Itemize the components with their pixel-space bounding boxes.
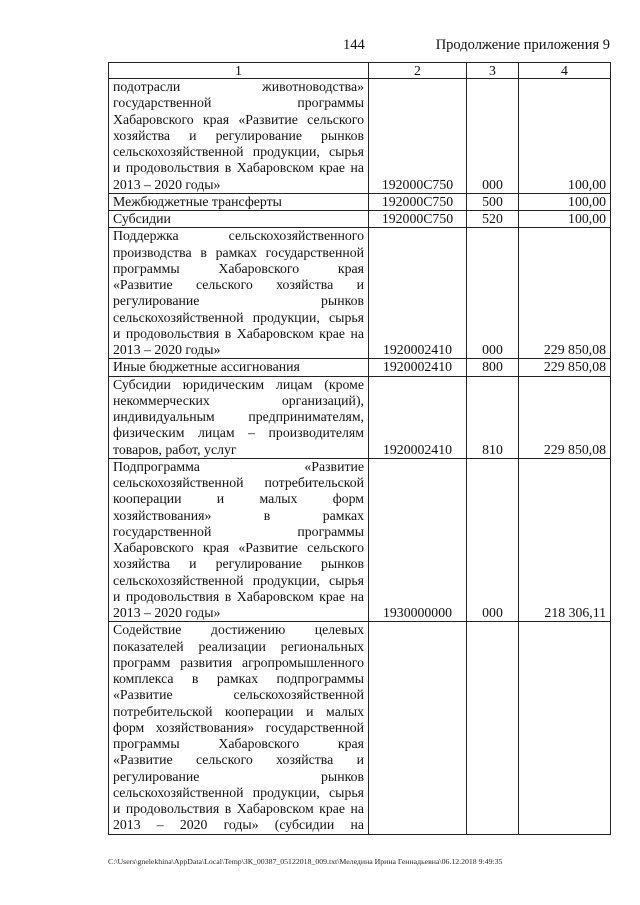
description-line: Субсидии	[113, 211, 171, 226]
row-target-code: 1920002410	[369, 359, 467, 376]
table-body	[109, 79, 611, 835]
description-line: программы Хабаровского края	[113, 736, 364, 751]
description-line: программы Хабаровского края	[113, 260, 364, 276]
row-expense-type: 000	[467, 79, 519, 194]
description-line: и продовольствия в Хабаровском крае на	[113, 325, 364, 341]
description-line: и продовольствия в Хабаровском крае на	[113, 160, 364, 176]
row-description	[109, 211, 369, 228]
row-expense-type: 810	[467, 376, 519, 458]
description-line: и продовольствия в Хабаровском крае на	[113, 588, 364, 604]
description-line: сельскохозяйственной продукции, сырья	[113, 572, 364, 588]
table-row	[109, 193, 611, 210]
table-row	[109, 376, 611, 458]
row-target-code: 192000С750	[369, 193, 467, 210]
continuation-note: Продолжение приложения 9	[435, 37, 610, 53]
page-number: 144	[343, 37, 365, 53]
description-line: физическим лицам – производителям	[113, 425, 364, 441]
table-row	[109, 228, 611, 359]
row-target-code: 192000С750	[369, 79, 467, 194]
table-header	[109, 63, 611, 79]
row-expense-type	[467, 622, 519, 834]
row-expense-type: 000	[467, 228, 519, 359]
description-line: хозяйства и регулирование рынков	[113, 556, 364, 572]
table-row	[109, 79, 611, 194]
description-line: регулирование рынков	[113, 768, 364, 784]
column-number-1: 1	[109, 63, 369, 79]
description-line: хозяйства и регулирование рынков	[113, 127, 364, 143]
description-line: производства в рамках государственной	[113, 244, 364, 260]
description-line: Поддержка сельскохозяйственного	[113, 228, 364, 244]
description-line: сельскохозяйственной продукции, сырья	[113, 144, 364, 159]
description-line: Содействие достижению целевых	[113, 622, 364, 638]
description-line: «Развитие сельского хозяйства и	[113, 752, 364, 768]
row-amount	[519, 622, 611, 834]
description-line: сельскохозяйственной потребительской	[113, 475, 364, 490]
description-line: Хабаровского края «Развитие сельского	[113, 540, 364, 555]
description-line: индивидуальным предпринимателям,	[113, 409, 364, 424]
row-description	[109, 228, 369, 359]
row-expense-type: 500	[467, 193, 519, 210]
description-line: «Развитие сельского хозяйства и	[113, 277, 364, 292]
table-row	[109, 211, 611, 228]
row-amount: 229 850,08	[519, 228, 611, 359]
description-line: некоммерческих организаций),	[113, 392, 364, 408]
table-row	[109, 359, 611, 376]
description-line: государственной программы	[113, 523, 364, 539]
description-line: комплекса в рамках подпрограммы	[113, 671, 364, 686]
description-line: 2013 – 2020 годы»	[113, 176, 221, 192]
row-target-code: 1930000000	[369, 458, 467, 622]
row-description	[109, 79, 369, 194]
description-line: программ развития агропромышленного	[113, 654, 364, 670]
description-line: государственной программы	[113, 95, 364, 111]
description-line: «Развитие сельскохозяйственной	[113, 687, 364, 703]
row-amount: 100,00	[519, 211, 611, 228]
column-number-row	[109, 63, 611, 79]
description-line: 2013 – 2020 годы»	[113, 342, 221, 357]
row-target-code	[369, 622, 467, 834]
description-line: форм хозяйствования» государственной	[113, 719, 364, 735]
row-amount: 229 850,08	[519, 359, 611, 376]
description-line: 2013 – 2020 годы» (субсидии на	[113, 817, 364, 833]
description-line: сельскохозяйственной продукции, сырья	[113, 784, 364, 800]
row-expense-type: 000	[467, 458, 519, 622]
description-line: подотрасли животноводства»	[113, 79, 364, 94]
row-expense-type: 800	[467, 359, 519, 376]
row-target-code: 1920002410	[369, 376, 467, 458]
row-description	[109, 359, 369, 376]
row-amount: 229 850,08	[519, 376, 611, 458]
description-line: сельскохозяйственной продукции, сырья	[113, 309, 364, 325]
column-number-2: 2	[369, 63, 467, 79]
row-target-code: 1920002410	[369, 228, 467, 359]
column-number-3: 3	[467, 63, 519, 79]
budget-table	[108, 62, 611, 835]
description-line: Иные бюджетные ассигнования	[113, 359, 300, 375]
table-row	[109, 458, 611, 622]
description-line: и продовольствия в Хабаровском крае на	[113, 801, 364, 816]
row-description	[109, 458, 369, 622]
description-line: Хабаровского края «Развитие сельского	[113, 111, 364, 127]
description-line: хозяйствования» в рамках	[113, 507, 364, 523]
row-expense-type: 520	[467, 211, 519, 228]
description-line: товаров, работ, услуг	[113, 441, 237, 457]
row-amount: 100,00	[519, 193, 611, 210]
description-line: кооперации и малых форм	[113, 491, 364, 507]
row-description	[109, 622, 369, 834]
row-description	[109, 376, 369, 458]
description-line: Межбюджетные трансферты	[113, 193, 282, 209]
file-path-footer: C:\Users\gnelekhina\AppData\Local\Temp\ЗК_00387_05122018_009.txt\Меледина Ирина Геннадьевна\06.12.2018 9:49:35	[108, 857, 503, 866]
column-number-4: 4	[519, 63, 611, 79]
description-line: 2013 – 2020 годы»	[113, 605, 221, 620]
row-amount: 218 306,11	[519, 458, 611, 622]
description-line: показателей реализации региональных	[113, 638, 364, 654]
row-target-code: 192000С750	[369, 211, 467, 228]
description-line: Подпрограмма «Развитие	[113, 458, 364, 474]
table-row	[109, 622, 611, 834]
description-line: потребительской кооперации и малых	[113, 703, 364, 719]
description-line: Субсидии юридическим лицам (кроме	[113, 376, 364, 392]
row-description	[109, 193, 369, 210]
description-line: регулирование рынков	[113, 293, 364, 309]
row-amount: 100,00	[519, 79, 611, 194]
